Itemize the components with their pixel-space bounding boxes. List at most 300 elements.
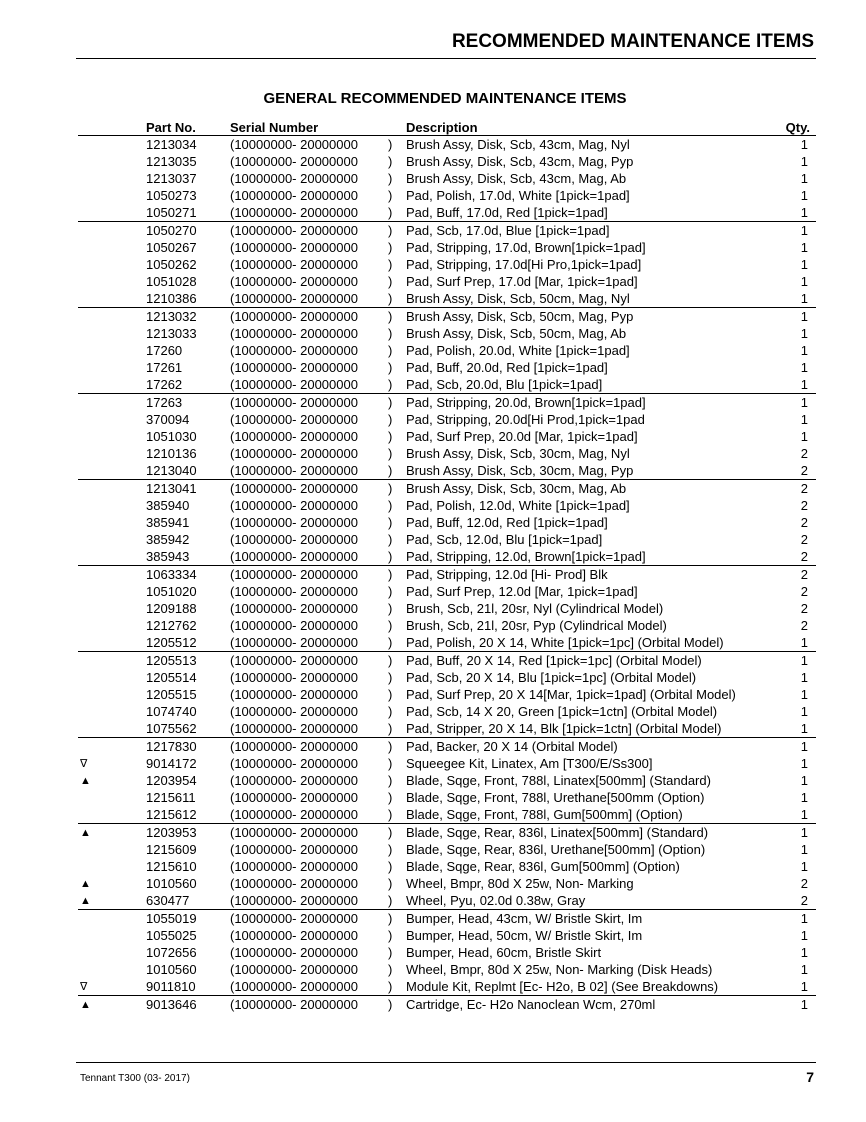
serial-close-paren: ): [388, 910, 393, 926]
table-row: [78, 342, 816, 359]
table-row: [78, 136, 816, 154]
quantity: 1: [800, 772, 808, 788]
part-number: 1050271: [146, 204, 230, 222]
serial-number: (10000000- 20000000: [230, 153, 358, 169]
table-row: [78, 445, 816, 462]
description: Brush Assy, Disk, Scb, 43cm, Mag, Nyl: [406, 136, 630, 152]
table-row: [78, 531, 816, 548]
part-number: 1213041: [146, 480, 197, 496]
qty-column-header: Qty.: [776, 118, 816, 136]
table-row: [78, 686, 816, 703]
table-row: [78, 961, 816, 978]
table-row: [78, 806, 816, 824]
row-marker-icon: [78, 720, 146, 738]
table-row: [78, 755, 816, 772]
part-number: 1215611: [146, 789, 196, 805]
description: Bumper, Head, 43cm, W/ Bristle Skirt, Im: [406, 910, 643, 926]
part-number: 1051020: [146, 583, 197, 599]
row-marker-icon: [78, 703, 146, 720]
row-marker-icon: [78, 428, 146, 445]
table-row: [78, 514, 816, 531]
serial-number: (10000000- 20000000: [230, 875, 358, 891]
serial-number: (10000000- 20000000: [230, 824, 358, 840]
page-header-title: RECOMMENDED MAINTENANCE ITEMS: [451, 31, 814, 52]
quantity: 2: [800, 445, 808, 461]
serial-close-paren: ): [388, 961, 393, 977]
description: Pad, Scb, 12.0d, Blu [1pick=1pad]: [406, 531, 603, 547]
part-no-column-header: Part No.: [146, 118, 230, 136]
quantity: 1: [800, 652, 808, 668]
serial-number: (10000000- 20000000: [230, 187, 358, 203]
quantity: 1: [800, 686, 808, 702]
quantity: 2: [800, 566, 808, 582]
description: Wheel, Bmpr, 80d X 25w, Non- Marking (Disk Heads): [406, 961, 713, 977]
serial-number: (10000000- 20000000: [230, 394, 358, 410]
quantity: 2: [800, 583, 808, 599]
serial-close-paren: ): [388, 858, 393, 874]
quantity: 1: [800, 755, 808, 771]
serial-number: (10000000- 20000000: [230, 445, 358, 461]
serial-number: (10000000- 20000000: [230, 497, 358, 513]
serial-close-paren: ): [388, 462, 406, 480]
quantity: 2: [776, 892, 816, 910]
row-marker-icon: ▲: [80, 877, 91, 890]
row-marker-icon: ▲: [80, 774, 91, 787]
table-row: [78, 978, 816, 996]
serial-close-paren: ): [388, 256, 393, 272]
row-marker-icon: [78, 153, 146, 170]
quantity: 1: [800, 256, 808, 272]
row-marker-icon: [78, 583, 146, 600]
description-column-header: Description: [406, 118, 776, 136]
row-marker-icon: [78, 394, 146, 412]
serial-close-paren: ): [388, 789, 393, 805]
part-number: 1213040: [146, 462, 230, 480]
quantity: 2: [800, 514, 808, 530]
serial-number: (10000000- 20000000: [230, 273, 358, 289]
serial-close-paren: ): [388, 600, 393, 616]
row-marker-icon: [78, 273, 146, 290]
part-number: 1055019: [146, 910, 197, 926]
part-number: 1203954: [146, 772, 197, 788]
serial-close-paren: ): [388, 996, 393, 1012]
table-row: [78, 703, 816, 720]
table-row: [78, 290, 816, 308]
serial-close-paren: ): [388, 652, 393, 668]
serial-number: (10000000- 20000000: [230, 806, 388, 824]
part-number: 9014172: [146, 755, 197, 771]
part-number: 385940: [146, 497, 190, 513]
serial-number: (10000000- 20000000: [230, 514, 358, 530]
serial-number: (10000000- 20000000: [230, 583, 358, 599]
table-row: [78, 617, 816, 634]
description: Blade, Sqge, Rear, 836l, Gum[500mm] (Option): [406, 858, 680, 874]
table-row: [78, 204, 816, 222]
row-marker-icon: [78, 342, 146, 359]
table-row: [78, 858, 816, 875]
description: Cartridge, Ec- H2o Nanoclean Wcm, 270ml: [406, 996, 656, 1012]
row-marker-icon: [78, 566, 146, 584]
serial-number: (10000000- 20000000: [230, 703, 358, 719]
serial-number: (10000000- 20000000: [230, 376, 388, 394]
serial-number: (10000000- 20000000: [230, 652, 358, 668]
table-row: [78, 944, 816, 961]
quantity: 1: [800, 961, 808, 977]
part-number: 17262: [146, 376, 230, 394]
part-number: 17263: [146, 394, 183, 410]
quantity: 1: [800, 703, 808, 719]
part-number: 1074740: [146, 703, 197, 719]
quantity: 2: [776, 548, 816, 566]
description: Pad, Stripping, 20.0d, Brown[1pick=1pad]: [406, 394, 646, 410]
description: Brush Assy, Disk, Scb, 30cm, Mag, Pyp: [406, 462, 776, 480]
table-row: [78, 772, 816, 789]
part-number: 1205514: [146, 669, 197, 685]
description: Wheel, Bmpr, 80d X 25w, Non- Marking: [406, 875, 634, 891]
row-marker-icon: [78, 187, 146, 204]
parts-table: [78, 118, 816, 1013]
table-row: [78, 325, 816, 342]
description: Pad, Stripper, 20 X 14, Blk [1pick=1ctn] (Orbital Model): [406, 720, 776, 738]
serial-close-paren: ): [388, 566, 393, 582]
quantity: 1: [800, 342, 808, 358]
serial-close-paren: ): [388, 308, 393, 324]
quantity: 1: [800, 411, 808, 427]
row-marker-icon: [78, 789, 146, 806]
row-marker-icon: [78, 480, 146, 498]
row-marker-icon: [78, 841, 146, 858]
description: Pad, Stripping, 17.0d, Brown[1pick=1pad]: [406, 239, 646, 255]
row-marker-icon: [78, 325, 146, 342]
serial-number: (10000000- 20000000: [230, 738, 358, 754]
description: Pad, Stripping, 20.0d[Hi Prod,1pick=1pad: [406, 411, 645, 427]
serial-close-paren: ): [388, 359, 393, 375]
row-marker-icon: [78, 944, 146, 961]
serial-number: (10000000- 20000000: [230, 686, 358, 702]
serial-number: (10000000- 20000000: [230, 325, 358, 341]
description: Pad, Polish, 12.0d, White [1pick=1pad]: [406, 497, 630, 513]
description: Pad, Stripping, 12.0d, Brown[1pick=1pad]: [406, 548, 776, 566]
serial-number: (10000000- 20000000: [230, 411, 358, 427]
part-number: 1210386: [146, 290, 230, 308]
row-marker-icon: [78, 359, 146, 376]
row-marker-icon: [78, 738, 146, 756]
table-row: [78, 927, 816, 944]
part-number: 1215609: [146, 841, 197, 857]
table-row: [78, 411, 816, 428]
table-row: [78, 308, 816, 326]
row-marker-icon: [78, 600, 146, 617]
serial-column-header: Serial Number: [230, 118, 406, 136]
header-divider: [76, 58, 816, 59]
serial-close-paren: ): [388, 755, 393, 771]
serial-close-paren: ): [388, 204, 406, 222]
part-number: 1055025: [146, 927, 197, 943]
table-row: [78, 910, 816, 928]
serial-close-paren: ): [388, 153, 393, 169]
footer-divider: [76, 1062, 816, 1063]
serial-close-paren: ): [388, 978, 406, 996]
description: Brush, Scb, 21l, 20sr, Nyl (Cylindrical Model): [406, 600, 664, 616]
serial-number: (10000000- 20000000: [230, 910, 358, 926]
serial-close-paren: ): [388, 273, 393, 289]
row-marker-icon: [78, 858, 146, 875]
serial-close-paren: ): [388, 738, 393, 754]
serial-number: (10000000- 20000000: [230, 290, 388, 308]
quantity: 1: [800, 325, 808, 341]
part-number: 9013646: [146, 996, 197, 1012]
description: Pad, Polish, 20.0d, White [1pick=1pad]: [406, 342, 630, 358]
quantity: 1: [776, 376, 816, 394]
description: Pad, Buff, 20.0d, Red [1pick=1pad]: [406, 359, 608, 375]
part-number: 17261: [146, 359, 183, 375]
table-row: [78, 153, 816, 170]
serial-close-paren: ): [388, 325, 393, 341]
row-marker-icon: [78, 222, 146, 240]
serial-close-paren: ): [388, 944, 393, 960]
table-row: [78, 170, 816, 187]
serial-number: (10000000- 20000000: [230, 858, 358, 874]
quantity: 2: [800, 531, 808, 547]
description: Blade, Sqge, Front, 788l, Urethane[500mm (Option): [406, 789, 705, 805]
serial-number: (10000000- 20000000: [230, 480, 358, 496]
part-number: 370094: [146, 411, 190, 427]
row-marker-icon: [78, 136, 146, 154]
quantity: 1: [776, 978, 816, 996]
part-number: 1213033: [146, 325, 197, 341]
description: Pad, Surf Prep, 20.0d [Mar, 1pick=1pad]: [406, 428, 638, 444]
description: Pad, Scb, 20 X 14, Blu [1pick=1pc] (Orbital Model): [406, 669, 697, 685]
serial-number: (10000000- 20000000: [230, 978, 388, 996]
part-number: 1213034: [146, 136, 197, 152]
quantity: 1: [800, 927, 808, 943]
part-number: 385941: [146, 514, 190, 530]
part-number: 1010560: [146, 961, 197, 977]
serial-close-paren: ): [388, 583, 393, 599]
serial-number: (10000000- 20000000: [230, 720, 388, 738]
quantity: 1: [800, 136, 808, 152]
table-row: [78, 394, 816, 412]
serial-close-paren: ): [388, 875, 393, 891]
table-row: [78, 256, 816, 273]
part-number: 1050270: [146, 222, 197, 238]
serial-number: (10000000- 20000000: [230, 755, 358, 771]
row-marker-icon: [78, 927, 146, 944]
row-marker-icon: [78, 308, 146, 326]
serial-number: (10000000- 20000000: [230, 841, 358, 857]
quantity: 1: [800, 738, 808, 754]
description: Brush Assy, Disk, Scb, 30cm, Mag, Ab: [406, 480, 627, 496]
description: Bumper, Head, 60cm, Bristle Skirt: [406, 944, 602, 960]
description: Brush Assy, Disk, Scb, 50cm, Mag, Ab: [406, 325, 627, 341]
serial-close-paren: ): [388, 841, 393, 857]
quantity: 1: [800, 394, 808, 410]
part-number: 1209188: [146, 600, 197, 616]
description: Bumper, Head, 50cm, W/ Bristle Skirt, Im: [406, 927, 643, 943]
parts-table-body: [78, 136, 816, 1014]
quantity: 1: [776, 634, 816, 652]
quantity: 1: [800, 239, 808, 255]
serial-close-paren: ): [388, 927, 393, 943]
table-row: [78, 892, 816, 910]
row-marker-icon: [78, 170, 146, 187]
table-row: [78, 480, 816, 498]
serial-close-paren: ): [388, 892, 406, 910]
row-marker-icon: [78, 256, 146, 273]
description: Brush Assy, Disk, Scb, 50cm, Mag, Nyl: [406, 290, 776, 308]
serial-close-paren: ): [388, 703, 393, 719]
serial-number: (10000000- 20000000: [230, 548, 388, 566]
row-marker-icon: [78, 634, 146, 652]
table-row: [78, 841, 816, 858]
serial-close-paren: ): [388, 548, 406, 566]
serial-number: (10000000- 20000000: [230, 772, 358, 788]
serial-number: (10000000- 20000000: [230, 462, 388, 480]
serial-close-paren: ): [388, 222, 393, 238]
table-row: [78, 669, 816, 686]
part-number: 1213035: [146, 153, 197, 169]
mark-column-header: [78, 118, 146, 136]
serial-close-paren: ): [388, 290, 406, 308]
table-row: [78, 222, 816, 240]
row-marker-icon: [78, 548, 146, 566]
part-number: 1215612: [146, 806, 230, 824]
table-row: [78, 824, 816, 842]
part-number: 1217830: [146, 738, 197, 754]
part-number: 1205513: [146, 652, 197, 668]
row-marker-icon: [78, 617, 146, 634]
description: Pad, Polish, 17.0d, White [1pick=1pad]: [406, 187, 630, 203]
part-number: 1010560: [146, 875, 197, 891]
description: Pad, Surf Prep, 12.0d [Mar, 1pick=1pad]: [406, 583, 638, 599]
description: Pad, Scb, 20.0d, Blu [1pick=1pad]: [406, 376, 776, 394]
quantity: 2: [800, 875, 808, 891]
quantity: 1: [800, 273, 808, 289]
serial-close-paren: ): [388, 136, 393, 152]
table-row: [78, 187, 816, 204]
serial-number: (10000000- 20000000: [230, 428, 358, 444]
serial-number: (10000000- 20000000: [230, 996, 358, 1012]
description: Blade, Sqge, Rear, 836l, Linatex[500mm] (Standard): [406, 824, 709, 840]
row-marker-icon: [78, 376, 146, 394]
serial-close-paren: ): [388, 669, 393, 685]
part-number: 1203953: [146, 824, 197, 840]
serial-number: (10000000- 20000000: [230, 359, 358, 375]
row-marker-icon: ∇: [78, 978, 146, 996]
description: Brush Assy, Disk, Scb, 30cm, Mag, Nyl: [406, 445, 630, 461]
serial-close-paren: ): [388, 514, 393, 530]
quantity: 1: [800, 669, 808, 685]
description: Module Kit, Replmt [Ec- H2o, B 02] (See Breakdowns): [406, 978, 776, 996]
part-number: 1050262: [146, 256, 197, 272]
description: Pad, Surf Prep, 17.0d [Mar, 1pick=1pad]: [406, 273, 638, 289]
part-number: 630477: [146, 892, 230, 910]
serial-number: (10000000- 20000000: [230, 136, 358, 152]
description: Squeegee Kit, Linatex, Am [T300/E/Ss300]: [406, 755, 653, 771]
description: Pad, Buff, 12.0d, Red [1pick=1pad]: [406, 514, 608, 530]
quantity: 1: [800, 824, 808, 840]
part-number: 1051030: [146, 428, 197, 444]
table-row: [78, 875, 816, 892]
part-number: 9011810: [146, 978, 230, 996]
quantity: 1: [800, 359, 808, 375]
quantity: 1: [800, 428, 808, 444]
description: Pad, Surf Prep, 20 X 14[Mar, 1pick=1pad] (Orbital Model): [406, 686, 736, 702]
serial-number: (10000000- 20000000: [230, 944, 358, 960]
row-marker-icon: [78, 462, 146, 480]
row-marker-icon: [78, 411, 146, 428]
row-marker-icon: [78, 531, 146, 548]
quantity: 2: [800, 600, 808, 616]
quantity: 1: [800, 308, 808, 324]
serial-number: (10000000- 20000000: [230, 531, 358, 547]
row-marker-icon: [78, 961, 146, 978]
row-marker-icon: [78, 239, 146, 256]
table-row: [78, 634, 816, 652]
quantity: 1: [800, 789, 808, 805]
row-marker-icon: ∇: [80, 757, 88, 770]
quantity: 1: [800, 841, 808, 857]
part-number: 1205515: [146, 686, 197, 702]
serial-number: (10000000- 20000000: [230, 634, 388, 652]
serial-close-paren: ): [388, 686, 393, 702]
serial-number: (10000000- 20000000: [230, 170, 358, 186]
part-number: 385943: [146, 548, 230, 566]
serial-number: (10000000- 20000000: [230, 892, 388, 910]
row-marker-icon: [78, 497, 146, 514]
serial-number: (10000000- 20000000: [230, 789, 358, 805]
serial-close-paren: ): [388, 445, 393, 461]
table-row: [78, 239, 816, 256]
quantity: 1: [800, 858, 808, 874]
part-number: 1215610: [146, 858, 197, 874]
quantity: 2: [800, 497, 808, 513]
part-number: 1050267: [146, 239, 197, 255]
description: Pad, Stripping, 12.0d [Hi- Prod] Blk: [406, 566, 608, 582]
part-number: 1212762: [146, 617, 197, 633]
quantity: 1: [800, 170, 808, 186]
table-row: [78, 600, 816, 617]
quantity: 2: [800, 480, 808, 496]
serial-number: (10000000- 20000000: [230, 239, 358, 255]
serial-number: (10000000- 20000000: [230, 222, 358, 238]
description: Blade, Sqge, Rear, 836l, Urethane[500mm] (Option): [406, 841, 706, 857]
table-row: [78, 462, 816, 480]
table-row: [78, 359, 816, 376]
part-number: 1210136: [146, 445, 197, 461]
row-marker-icon: [78, 290, 146, 308]
serial-close-paren: ): [388, 411, 393, 427]
part-number: 1072656: [146, 944, 197, 960]
row-marker-icon: [78, 806, 146, 824]
serial-close-paren: ): [388, 187, 393, 203]
serial-close-paren: ): [388, 239, 393, 255]
row-marker-icon: [78, 652, 146, 670]
serial-close-paren: ): [388, 428, 393, 444]
description: Pad, Buff, 20 X 14, Red [1pick=1pc] (Orbital Model): [406, 652, 702, 668]
quantity: 1: [800, 153, 808, 169]
description: Brush Assy, Disk, Scb, 43cm, Mag, Ab: [406, 170, 627, 186]
serial-number: (10000000- 20000000: [230, 927, 358, 943]
part-number: 1050273: [146, 187, 197, 203]
table-row: [78, 652, 816, 670]
table-row: [78, 583, 816, 600]
serial-close-paren: ): [388, 772, 393, 788]
serial-close-paren: ): [388, 531, 393, 547]
table-row: [78, 996, 816, 1014]
serial-number: (10000000- 20000000: [230, 566, 358, 582]
serial-close-paren: ): [388, 720, 406, 738]
